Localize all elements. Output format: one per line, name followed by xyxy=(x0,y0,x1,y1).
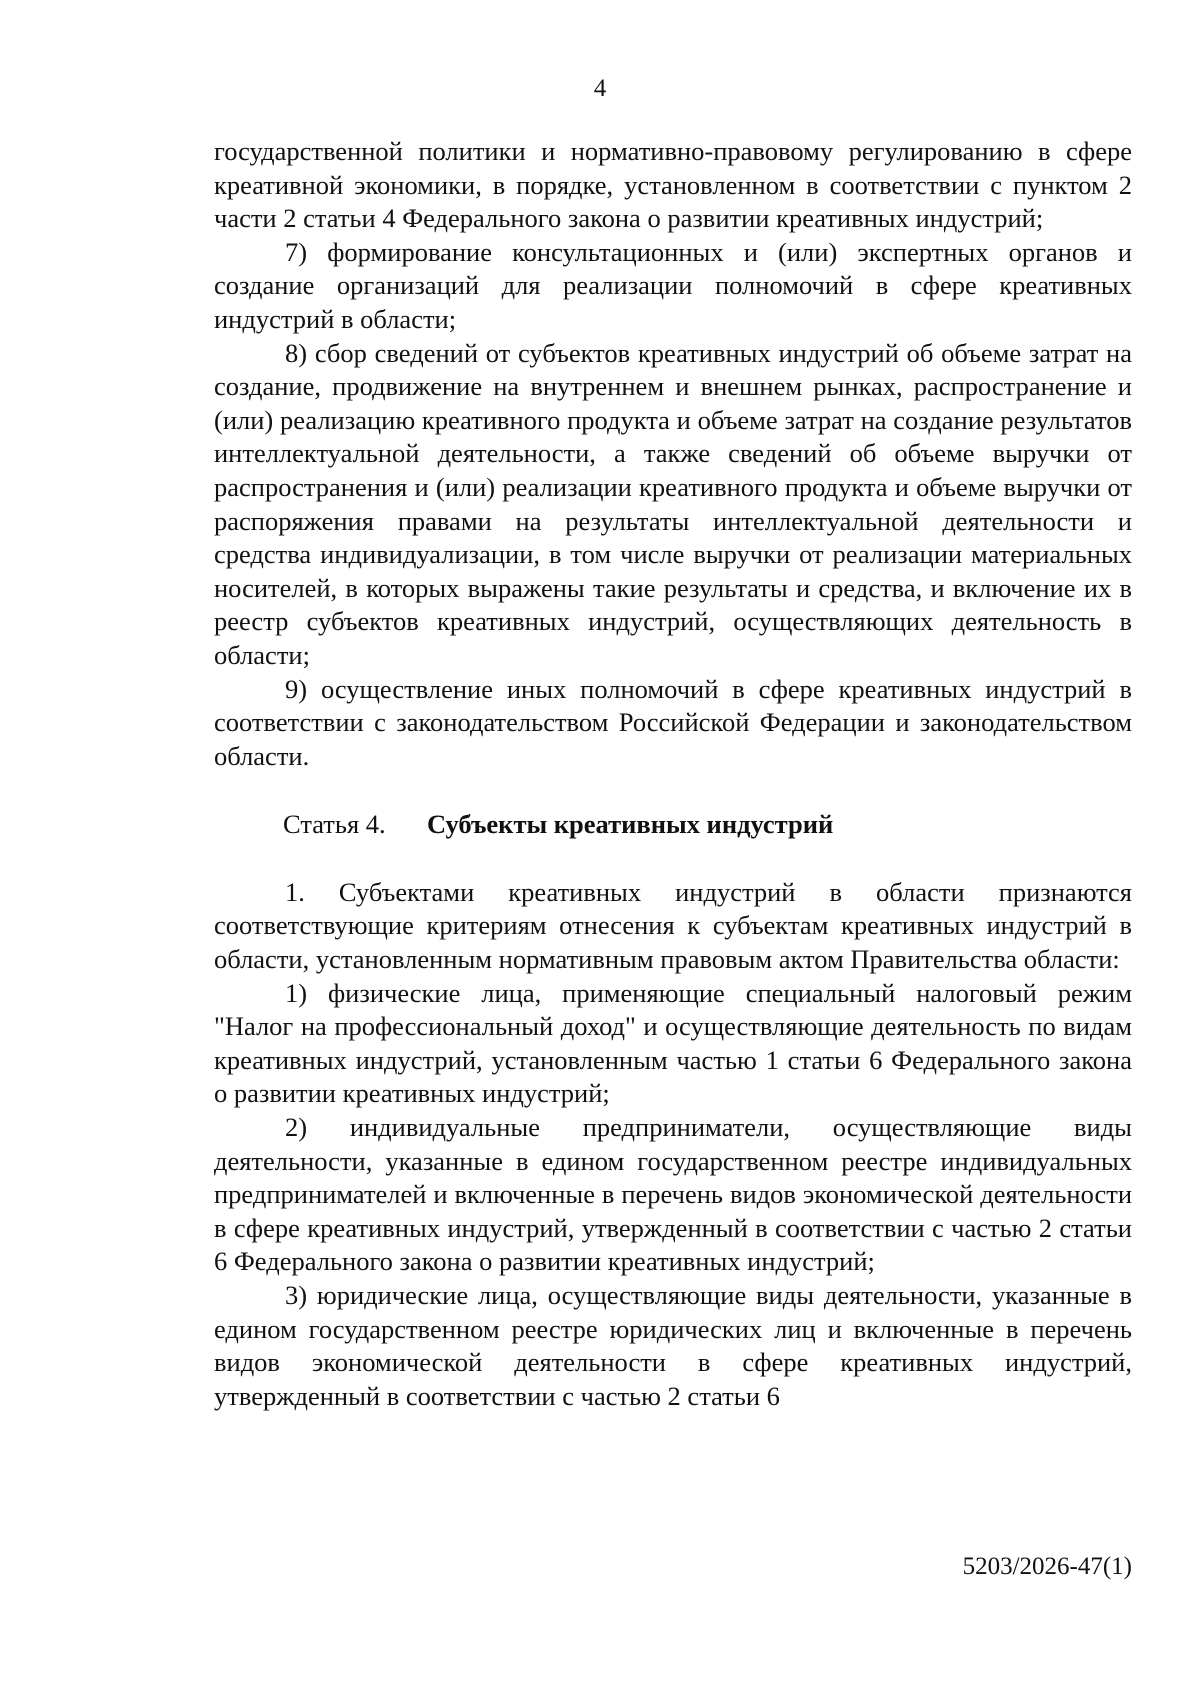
paragraph-subitem-3: 3) юридические лица, осуществляющие виды деятельности, указанные в едином государственном реестре юридических лиц и включенные в перечень видов экономической деятельности в сфере креативных индустрий, утвержденный в соответствии с частью 2 статьи 6 xyxy=(214,1280,1132,1411)
paragraph-continuation: государственной политики и нормативно-правовому регулированию в сфере креативной экономики, в порядке, установленном в соответствии с пунктом 2 части 2 статьи 4 Федерального закона о развитии креативных индустрий; xyxy=(214,136,1132,234)
article-label: Статья 4. xyxy=(283,809,386,840)
paragraph-item-7: 7) формирование консультационных и (или) экспертных органов и создание организаций для реализации полномочий в сфере креативных индустрий в области; xyxy=(214,236,1132,334)
paragraph-clause-1: 1. Субъектами креативных индустрий в области признаются соответствующие критериям отнесения к субъектам креативных индустрий в области, установленным нормативным правовым актом Правительства области: xyxy=(214,876,1132,975)
paragraph-subitem-2: 2) индивидуальные предприниматели, осуществляющие виды деятельности, указанные в едином государственном реестре индивидуальных предпринимателей и включенные в перечень видов экономической деятельности в сфере креативных индустрий, утвержденный в соответствии с частью 2 статьи 6 Федерального закона о развитии креативных индустрий; xyxy=(214,1112,1132,1277)
document-number: 5203/2026-47(1) xyxy=(962,1553,1132,1580)
article-title: Субъекты креативных индустрий xyxy=(427,809,834,840)
paragraph-item-9: 9) осуществление иных полномочий в сфере креативных индустрий в соответствии с законодательством Российской Федерации и законодательством области. xyxy=(214,673,1132,771)
paragraph-subitem-1: 1) физические лица, применяющие специальный налоговый режим "Налог на профессиональный доход" и осуществляющие деятельность по видам креативных индустрий, установленным частью 1 статьи 6 Федерального закона о развитии креативных индустрий; xyxy=(214,977,1132,1109)
page-number: 4 xyxy=(593,75,607,102)
document-body xyxy=(214,135,1132,1413)
article-heading xyxy=(214,808,1132,842)
paragraph-item-8: 8) сбор сведений от субъектов креативных индустрий об объеме затрат на создание, продвижение на внутреннем и внешнем рынках, распространение и (или) реализацию креативного продукта и объеме затрат на создание результатов интеллектуальной деятельности, а также сведений об объеме выручки от распространения и (или) реализации креативного продукта и объеме выручки от распоряжения правами на результаты интеллектуальной деятельности и средства индивидуализации, в том числе выручки от реализации материальных носителей, в которых выражены такие результаты и средства, и включение их в реестр субъектов креативных индустрий, осуществляющих деятельность в области; xyxy=(214,337,1132,670)
